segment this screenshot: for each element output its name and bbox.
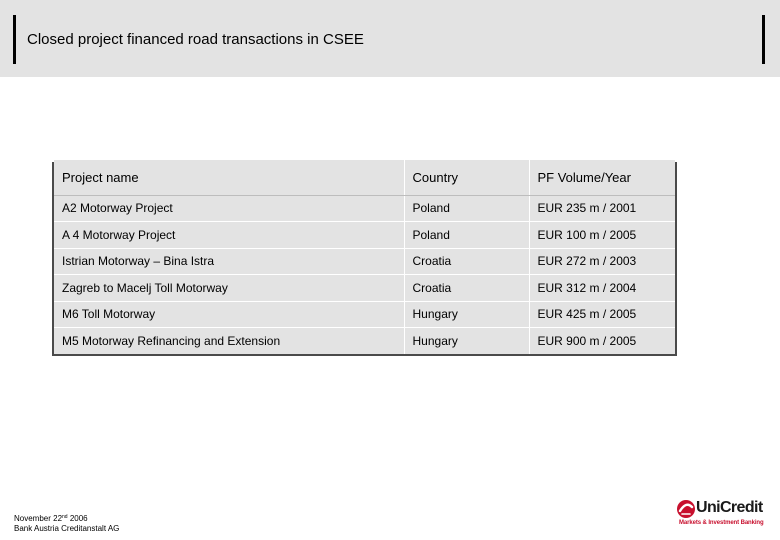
table-row — [54, 248, 675, 275]
cell-pf-volume-year: EUR 425 m / 2005 — [529, 301, 675, 328]
cell-project-name: M6 Toll Motorway — [54, 301, 404, 328]
transactions-table — [54, 160, 675, 354]
column-header-pf-volume-year: PF Volume/Year — [529, 160, 675, 195]
cell-pf-volume-year: EUR 900 m / 2005 — [529, 328, 675, 355]
table-shadow-right — [675, 162, 677, 355]
table-header-row — [54, 160, 675, 195]
logo-brand-text: UniCredit — [696, 499, 763, 516]
cell-project-name: A 4 Motorway Project — [54, 222, 404, 249]
cell-pf-volume-year: EUR 235 m / 2001 — [529, 195, 675, 222]
footer-text — [14, 512, 119, 534]
footer-date-prefix: November 22 — [14, 514, 63, 523]
table-row — [54, 328, 675, 355]
footer-date — [14, 512, 119, 524]
cell-project-name: Istrian Motorway – Bina Istra — [54, 248, 404, 275]
page-title: Closed project financed road transactions in CSEE — [27, 31, 364, 48]
header-left-bar — [13, 15, 16, 64]
cell-country: Hungary — [404, 328, 529, 355]
unicredit-logo — [676, 498, 772, 532]
table-shadow-bottom — [52, 354, 677, 356]
table-row — [54, 222, 675, 249]
table-row — [54, 275, 675, 302]
cell-country: Croatia — [404, 248, 529, 275]
cell-project-name: A2 Motorway Project — [54, 195, 404, 222]
cell-project-name: M5 Motorway Refinancing and Extension — [54, 328, 404, 355]
cell-project-name: Zagreb to Macelj Toll Motorway — [54, 275, 404, 302]
column-header-project-name: Project name — [54, 160, 404, 195]
cell-pf-volume-year: EUR 100 m / 2005 — [529, 222, 675, 249]
cell-country: Croatia — [404, 275, 529, 302]
column-header-country: Country — [404, 160, 529, 195]
header-right-bar — [762, 15, 765, 64]
cell-country: Poland — [404, 222, 529, 249]
cell-country: Poland — [404, 195, 529, 222]
table-row — [54, 301, 675, 328]
cell-pf-volume-year: EUR 312 m / 2004 — [529, 275, 675, 302]
logo-tagline: Markets & Investment Banking — [679, 520, 764, 526]
cell-pf-volume-year: EUR 272 m / 2003 — [529, 248, 675, 275]
footer-date-suffix: nd — [62, 514, 68, 520]
footer-company: Bank Austria Creditanstalt AG — [14, 524, 120, 533]
table-row — [54, 195, 675, 222]
cell-country: Hungary — [404, 301, 529, 328]
footer-date-year: 2006 — [67, 514, 88, 523]
transactions-table-wrapper — [54, 160, 675, 354]
unicredit-logo-icon — [676, 499, 696, 519]
